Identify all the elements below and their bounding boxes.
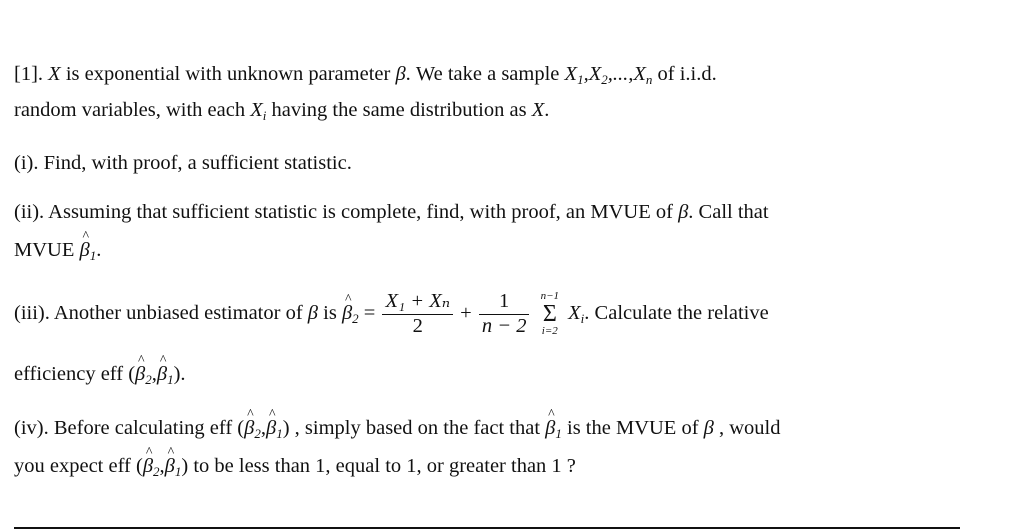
problem-number: [1]. <box>14 63 49 85</box>
text-segment: ). <box>173 363 186 385</box>
part-iv-line1: (iv). Before calculating eff (^ $\beta_2,\^{}$ $\beta_1$) , simply based on the fact that ^ $\beta_1$ is the MVUE of β , would <box>14 418 781 439</box>
sample-sequence: $X_1,X_2,...,X_n$ <box>564 63 653 87</box>
beta-hat-2: ^ $\beta_2$ <box>342 303 359 324</box>
text-segment: is exponential with unknown parameter <box>60 63 396 85</box>
text-segment: is the MVUE of <box>561 417 704 439</box>
text-segment: . Call that <box>688 201 769 223</box>
variable-xi: $X_i$ <box>250 99 267 123</box>
text-segment: efficiency eff ( <box>14 363 136 385</box>
period: . <box>96 239 102 261</box>
variable-xi: $X_i$ <box>568 301 585 326</box>
text-segment: having the same distribution as <box>266 99 532 121</box>
beta-hat-1: ^ $\beta_1$ <box>165 456 182 477</box>
fraction-numerator: 1 <box>479 290 530 315</box>
text-segment: of i.i.d. <box>652 63 717 85</box>
sum-upper-limit: n−1 <box>540 290 560 303</box>
beta-hat-1: ^ $\beta_1$ <box>266 418 283 439</box>
part-iii-line2: efficiency eff (^ $\beta_2,\^{}$ $\beta_1$). <box>14 364 186 385</box>
beta-symbol: β <box>307 301 318 324</box>
text-segment: (iii). Another unbiased estimator of <box>14 301 308 324</box>
fraction-inverse <box>479 290 530 338</box>
text-segment: , would <box>713 417 781 439</box>
beta-symbol: β <box>703 417 714 439</box>
beta-hat-2: ^ $\beta_2$ <box>135 364 152 385</box>
beta-hat-1: ^ $\beta_1$ <box>79 240 96 261</box>
beta-symbol: β <box>678 201 689 223</box>
text-segment: (iv). Before calculating eff ( <box>14 417 245 439</box>
problem-statement-line1 <box>14 64 717 85</box>
plus-sign: + <box>460 301 472 324</box>
text-segment: MVUE <box>14 239 80 261</box>
problem-statement-line2 <box>14 100 549 121</box>
beta-hat-2: ^ $\beta_2$ <box>143 456 160 477</box>
fraction-numerator: X₁ + Xₙ <box>382 290 453 315</box>
beta-hat-1: ^ $\beta_1$ <box>545 418 562 439</box>
beta-hat-2: ^ $\beta_2$ <box>244 418 261 439</box>
equals-sign: = <box>363 301 381 324</box>
text-segment: random variables, with each <box>14 99 251 121</box>
text-segment: you expect eff ( <box>14 455 143 477</box>
text-segment: is <box>318 301 342 324</box>
text-segment: . <box>544 99 550 121</box>
text-segment: . We take a sample <box>405 63 565 85</box>
fraction-denominator: n − 2 <box>481 314 527 337</box>
fraction-mean-endpoints <box>382 290 453 338</box>
text-segment: (ii). Assuming that sufficient statistic is complete, find, with proof, an MVUE of <box>14 201 679 223</box>
part-iii-line1 <box>14 290 769 338</box>
sigma-icon: Σ <box>542 301 557 328</box>
part-ii-line1 <box>14 202 769 223</box>
bottom-divider <box>14 527 960 529</box>
fraction-denominator: 2 <box>412 314 423 337</box>
part-ii-line2 <box>14 240 101 261</box>
sum-lower-limit: i=2 <box>541 325 558 338</box>
beta-hat-1: ^ $\beta_1$ <box>157 364 174 385</box>
summation <box>541 291 559 337</box>
part-i-text: (i). Find, with proof, a sufficient statistic. <box>14 152 352 174</box>
text-segment: ) , simply based on the fact that <box>282 417 546 439</box>
part-i <box>14 153 352 174</box>
part-iv-line2: you expect eff (^ $\beta_2,\^{}$ $\beta_1$) to be less than 1, equal to 1, or greater than 1 ? <box>14 456 576 477</box>
text-segment: . Calculate the relative <box>584 301 769 324</box>
beta-symbol: β <box>395 63 406 85</box>
variable-x: X <box>531 99 545 121</box>
variable-x: X <box>48 63 61 85</box>
text-segment: ) to be less than 1, equal to 1, or greater than 1 ? <box>181 455 576 477</box>
